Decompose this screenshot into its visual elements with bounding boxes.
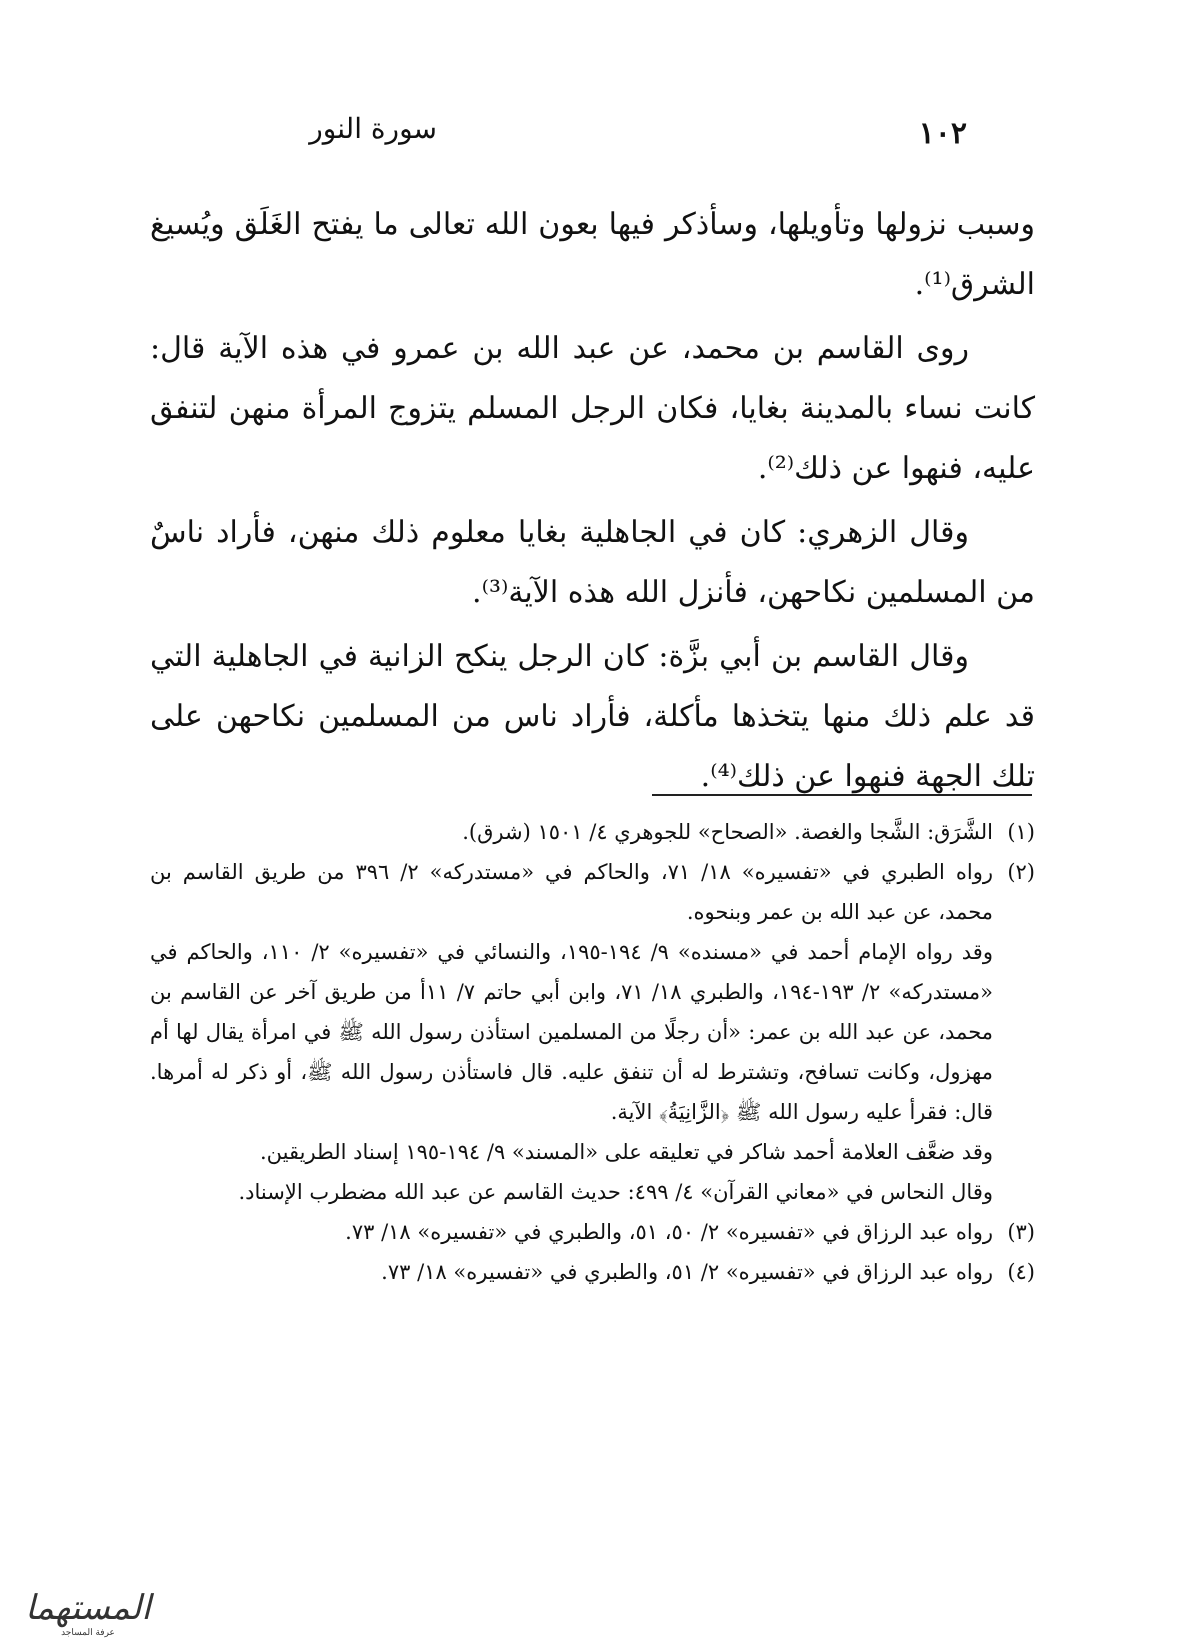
footnote-1 [150, 812, 1035, 852]
footnote-number: (٣) [1007, 1220, 1035, 1244]
surah-title: سورة النور [309, 112, 437, 145]
logo-subtext: عرفة المساجد [61, 1628, 115, 1638]
footnote-text: وقال النحاس في «معاني القرآن» ٤/ ٤٩٩: حديث القاسم عن عبد الله مضطرب الإسناد. [238, 1180, 993, 1204]
footnote-4 [150, 1252, 1035, 1292]
footnote-number: (٤) [1007, 1260, 1035, 1284]
page-header [0, 112, 1185, 162]
paragraph-3: وقال الزهري: كان في الجاهلية بغايا معلوم ذلك منهن، فأراد ناسٌ من المسلمين نكاحهن، فأنزل الله هذه الآية⁽³⁾. [150, 515, 1035, 610]
footnote-text: رواه عبد الرزاق في «تفسيره» ٢/ ٥٠، ٥١، والطبري في «تفسيره» ١٨/ ٧٣. [345, 1220, 993, 1244]
footnote-number: (٢) [1007, 860, 1035, 884]
logo-text: المستهما [25, 1588, 151, 1628]
footnote-text: رواه عبد الرزاق في «تفسيره» ٢/ ٥١، والطبري في «تفسيره» ١٨/ ٧٣. [381, 1260, 993, 1284]
footnote-text: رواه الطبري في «تفسيره» ١٨/ ٧١، والحاكم في «مستدركه» ٢/ ٣٩٦ من طريق القاسم بن محمد، عن عبد الله بن عمر وبنحوه. [150, 860, 993, 924]
paragraph-1: وسبب نزولها وتأويلها، وسأذكر فيها بعون الله تعالى ما يفتح الغَلَق ويُسيغ الشرق⁽¹⁾. [150, 207, 1035, 302]
footnote-text: وقد ضعَّف العلامة أحمد شاكر في تعليقه على «المسند» ٩/ ١٩٤-١٩٥ إسناد الطريقين. [259, 1140, 993, 1164]
paragraph-4: وقال القاسم بن أبي بزَّة: كان الرجل ينكح الزانية في الجاهلية التي قد علم ذلك منها يتخذها مأكلة، فأراد ناس من المسلمين نكاحهن على تلك الجهة فنهوا عن ذلك⁽⁴⁾. [150, 639, 1035, 794]
footnotes [150, 812, 1035, 1292]
footnote-divider [652, 794, 1032, 796]
footnote-3 [150, 1212, 1035, 1252]
watermark-logo [18, 1588, 158, 1636]
main-text [150, 195, 1035, 811]
footnote-number: (١) [1007, 820, 1035, 844]
paragraph-2: روى القاسم بن محمد، عن عبد الله بن عمرو في هذه الآية قال: كانت نساء بالمدينة بغايا، فكان الرجل المسلم يتزوج المرأة منهن لتنفق عليه، فنهوا عن ذلك⁽²⁾. [150, 331, 1035, 486]
footnote-text: الشَّرَق: الشَّجا والغصة. «الصحاح» للجوهري ٤/ ١٥٠١ (شرق). [462, 820, 993, 844]
page-number: ١٠٢ [918, 116, 967, 151]
footnote-text: وقد رواه الإمام أحمد في «مسنده» ٩/ ١٩٤-١٩٥، والنسائي في «تفسيره» ٢/ ١١٠، والحاكم في «مستدركه» ٢/ ١٩٣-١٩٤، والطبري ١٨/ ٧١، وابن أبي حاتم ٧/ ١١أ من طريق آخر عن القاسم بن محمد، عن عبد الله بن عمر: «أن رجلًا من المسلمين استأذن رسول الله ﷺ في امرأة يقال لها أم مهزول، وكانت تسافح، وتشترط له أن تنفق عليه. قال فاستأذن رسول الله ﷺ، أو ذكر له أمرها. قال: فقرأ عليه رسول الله ﷺ ﴿الزَّانِيَةُ﴾ الآية. [150, 940, 993, 1124]
footnote-2 [150, 852, 1035, 1212]
